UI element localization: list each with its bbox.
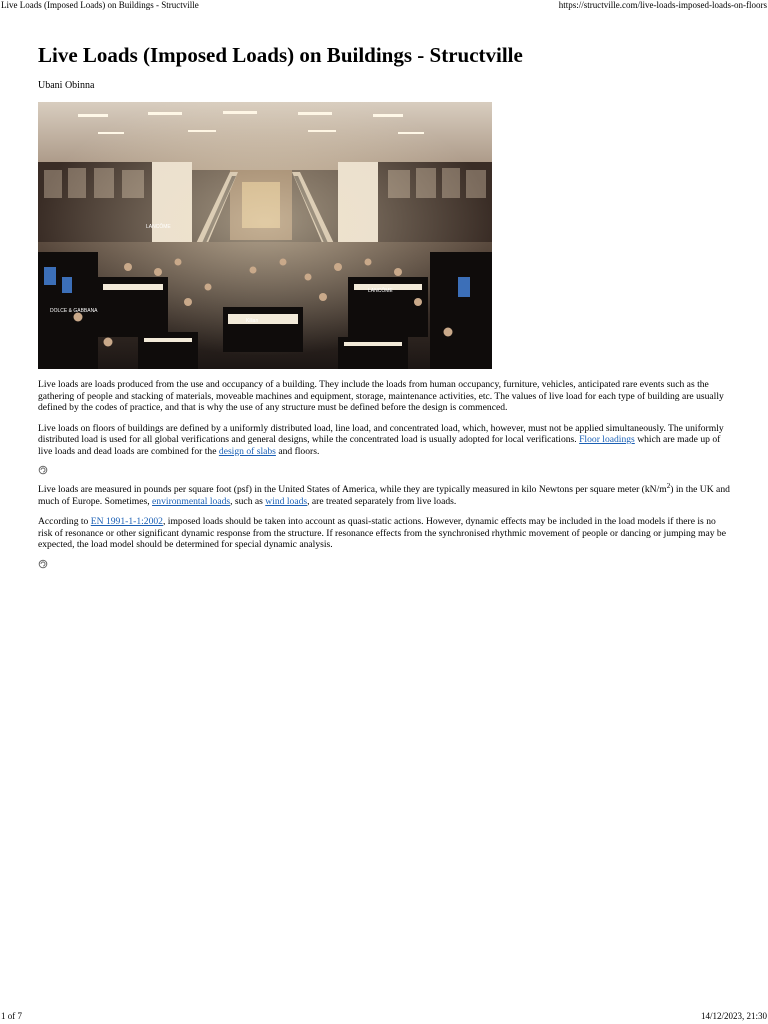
paragraph-1: Live loads are loads produced from the use and occupancy of a building. They include the loads from human occupancy, furniture, vehicles, anticipated rare events such as the gathering of people and stacking of materials, moveable machines and equipment, storage, maintenance activities, etc. The values of live load for each type of building are usually defined by the codes of practice, and that is why the use of any structure must be defined before the design is commenced. bbox=[38, 379, 724, 413]
print-header-url: https://structville.com/live-loads-imposed-loads-on-floors bbox=[558, 0, 767, 10]
paragraph-3-text-d: , are treated separately from live loads. bbox=[307, 495, 457, 507]
image-text-lancome-1: LANCÔME bbox=[146, 224, 171, 230]
paragraph-3 bbox=[38, 481, 730, 507]
print-datetime: 14/12/2023, 21:30 bbox=[700, 1011, 767, 1021]
design-of-slabs-link[interactable]: design of slabs bbox=[218, 445, 276, 457]
en-1991-link[interactable]: EN 1991-1-1:2002 bbox=[90, 516, 163, 527]
page-title: Live Loads (Imposed Loads) on Buildings - Structville bbox=[38, 43, 523, 67]
squared-superscript: 2 bbox=[666, 481, 671, 490]
image-text-lancome-2: LANCÔME bbox=[368, 288, 393, 294]
print-header-title: Live Loads (Imposed Loads) on Buildings - Structville bbox=[1, 0, 199, 10]
paragraph-2-text-c: and floors. bbox=[275, 445, 320, 457]
paragraph-4 bbox=[38, 516, 730, 551]
paragraph-2-text-b: which are made up of live loads and dead loads are combined for the bbox=[38, 434, 721, 457]
paragraph-3-text-a: Live loads are measured in pounds per square foot (psf) in the United States of America, while they are typically measured in kilo Newtons per square meter (kN/m bbox=[38, 484, 667, 495]
paragraph-4-text-a: According to bbox=[38, 516, 91, 527]
author-name: Ubani Obinna bbox=[38, 80, 95, 91]
floor-loadings-link[interactable]: Floor loadings bbox=[579, 434, 635, 445]
environmental-loads-link[interactable]: environmental loads bbox=[152, 495, 231, 507]
print-header bbox=[0, 0, 768, 12]
refresh-icon[interactable] bbox=[38, 465, 48, 475]
image-text-dolce-gabbana: DOLCE & GABBANA bbox=[50, 308, 98, 314]
image-text-kilian: Kilian bbox=[246, 318, 259, 324]
wind-loads-link[interactable]: wind loads bbox=[265, 495, 308, 507]
paragraph-3-text-c: , such as bbox=[230, 495, 266, 507]
paragraph-4-text-b: , imposed loads should be taken into account as quasi-static actions. However, dynamic effects may be included in the load models if there is no risk of resonance or other significant dynamic response from the structure. If resonance effects from the synchronised rhythmic movement of people or dancing or jumping may be expected, the load model should be determined for special dynamic analysis. bbox=[38, 516, 726, 550]
page-number: 1 of 7 bbox=[1, 1011, 22, 1021]
department-store-photo bbox=[38, 102, 492, 369]
print-footer bbox=[0, 1012, 768, 1024]
article bbox=[38, 42, 730, 569]
paragraph-2-text-a: Live loads on floors of buildings are defined by a uniformly distributed load, line load, and concentrated load, which, however, must not be applied simultaneously. The uniformly distributed load is used for all global verifications and general designs, while the concentrated load is usually adopted for local verifications. bbox=[38, 422, 724, 445]
hero-image bbox=[38, 102, 492, 369]
paragraph-3-text-b: ) in the UK and much of Europe. Sometimes, bbox=[38, 484, 730, 507]
refresh-icon-2[interactable] bbox=[38, 559, 48, 569]
paragraph-2 bbox=[38, 423, 730, 458]
